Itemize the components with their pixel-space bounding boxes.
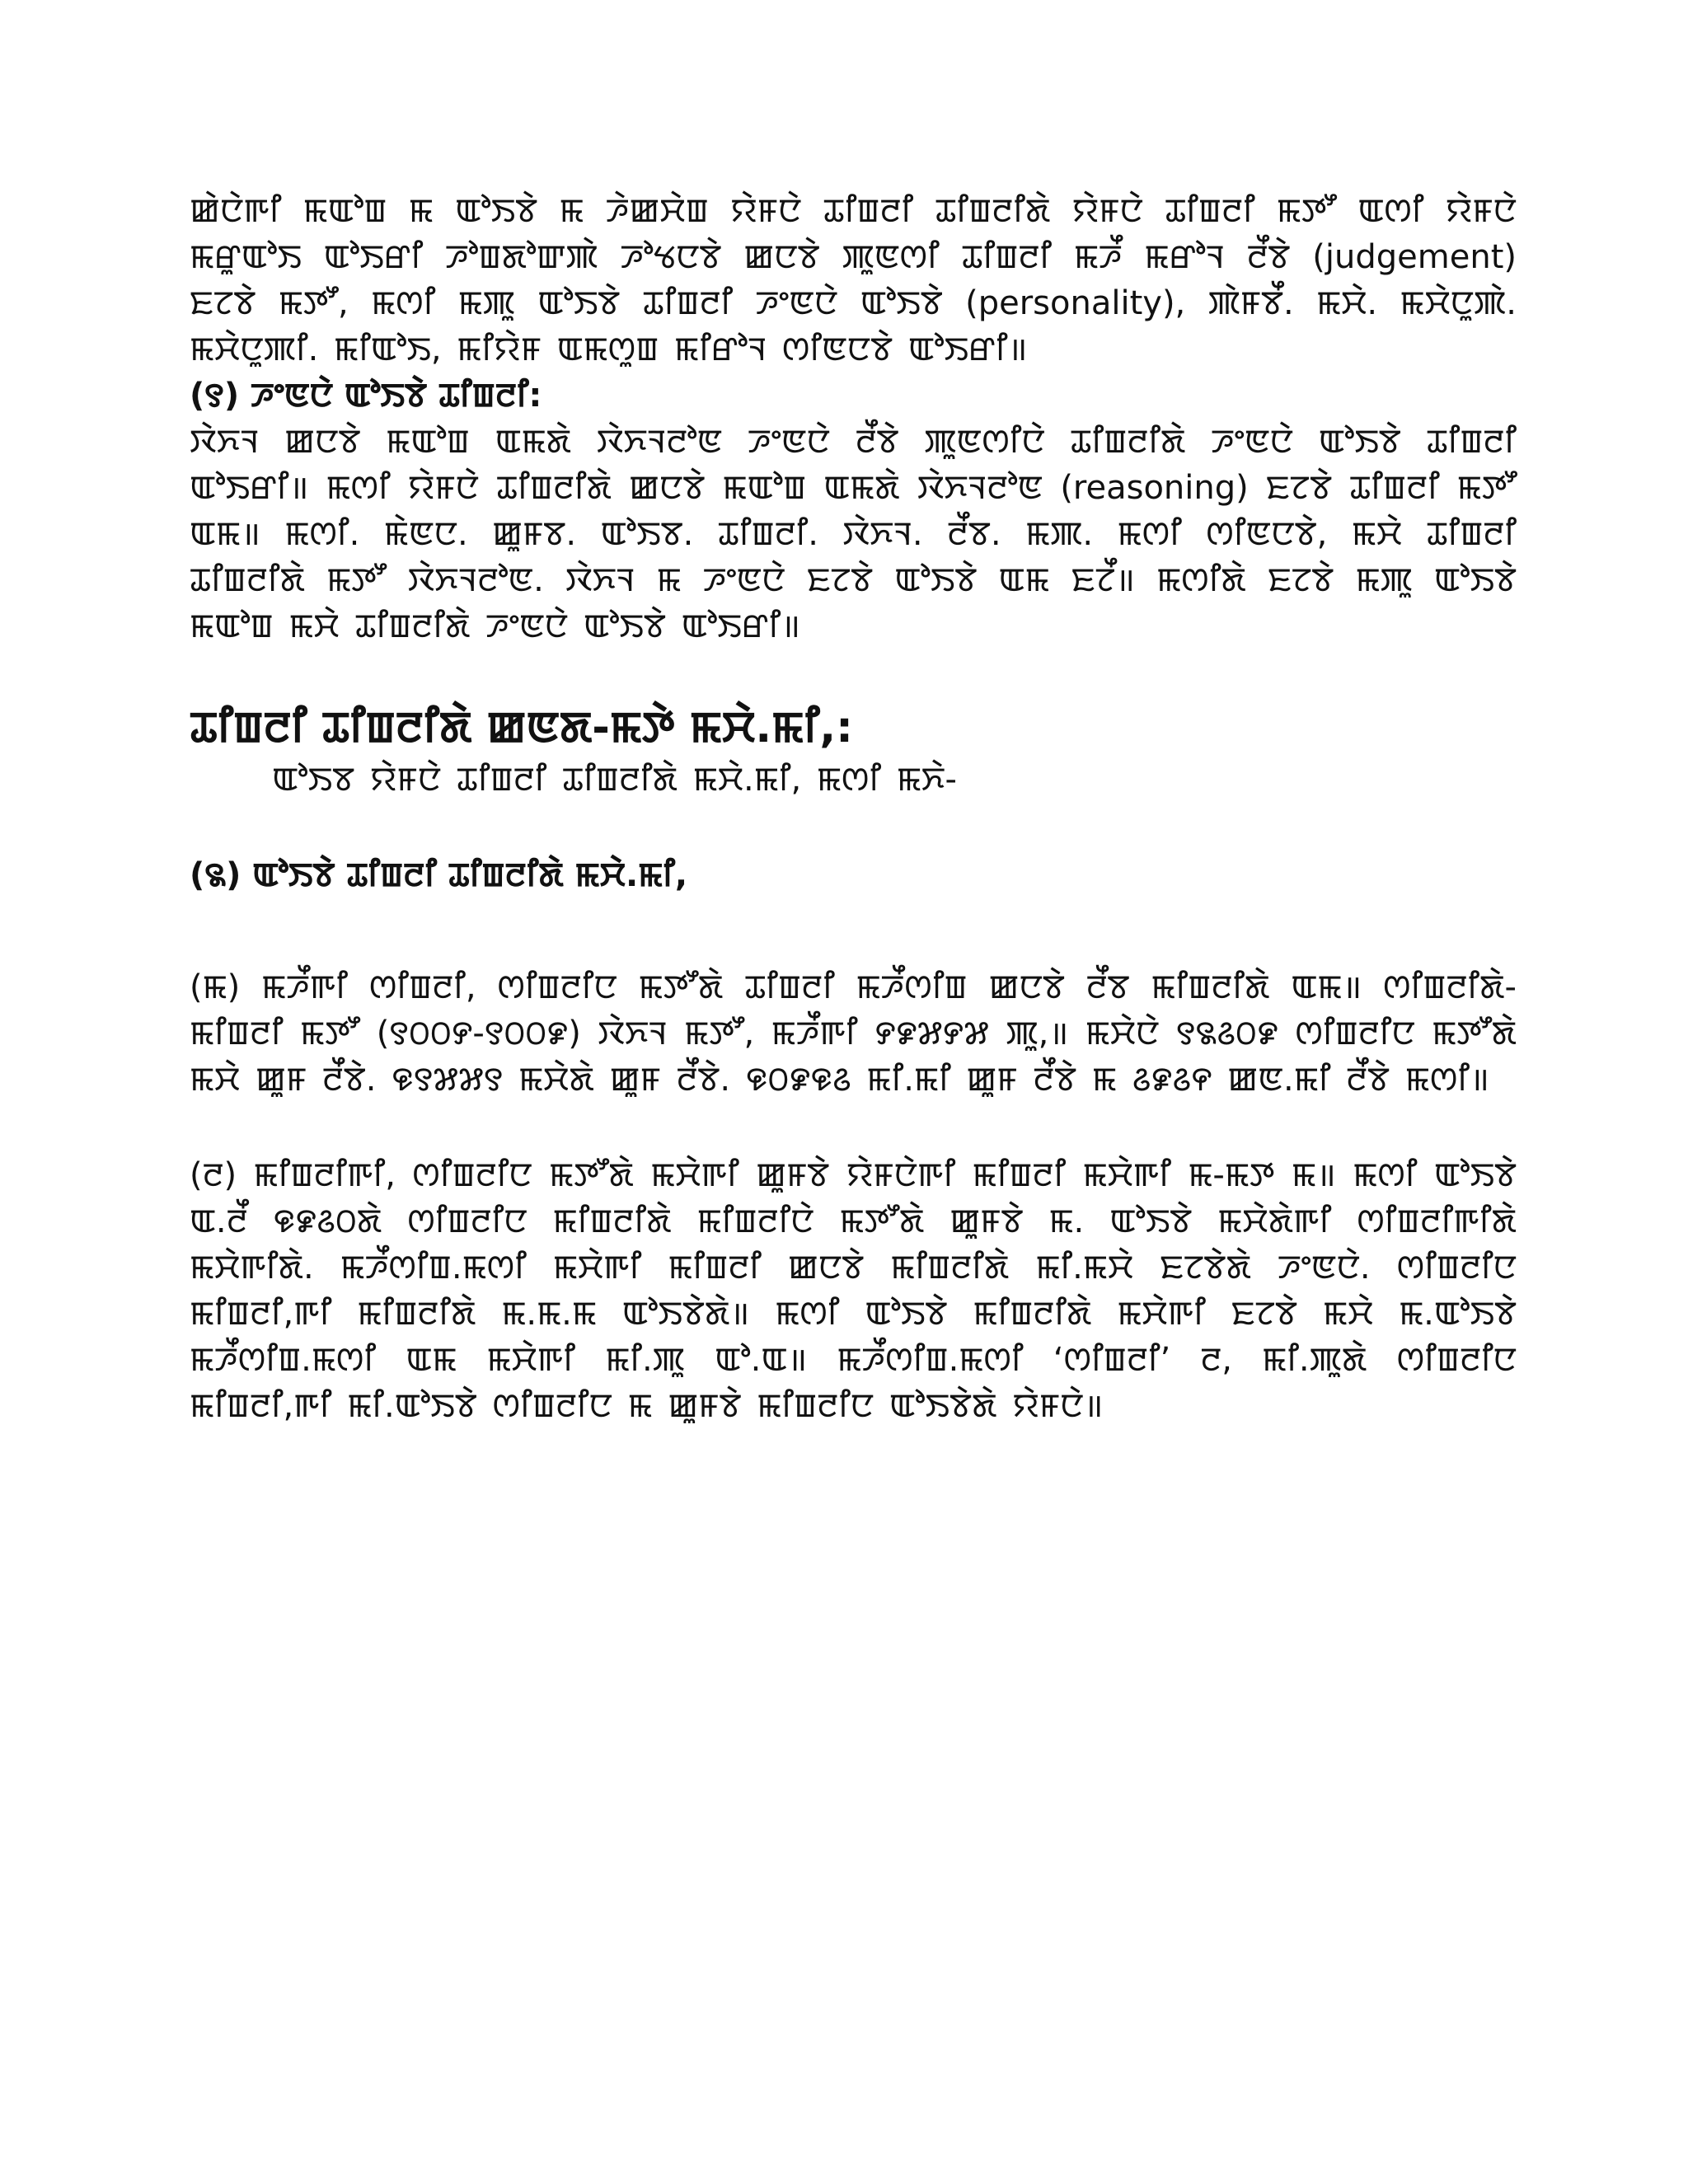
document-page <box>190 188 1517 1429</box>
section-heading-1: (꯱) ꯍꯦꯟꯅꯥ ꯑꯣꯏꯕꯥ ꯊꯤꯡꯂꯤ: <box>190 377 542 415</box>
section-heading-2: ꯊꯤꯡꯂꯤ ꯊꯤꯡꯂꯤꯗꯥ ꯀꯟꯗ-ꯃꯇꯥ ꯃꯆꯥ.ꯃꯤ,: <box>190 703 853 752</box>
spacer <box>190 1103 1517 1152</box>
paragraph-item-a: (ꯃ) ꯃꯍꯩꯒꯤ ꯁꯤꯡꯂꯤ, ꯁꯤꯡꯂꯤꯅ ꯃꯇꯧꯗꯥ ꯊꯤꯡꯂꯤ ꯃꯍꯩꯁꯤꯡ ꯀꯅꯕꯥ ꯂꯩꯕ ꯃꯤꯡꯂꯤꯗꯥ ꯑꯃ॥ ꯁꯤꯡꯂꯤꯗꯥ-ꯃꯤꯡꯂꯤ ꯃꯇꯧ (꯱꯰꯰꯸-꯱꯰꯰꯹) ꯋꯥꯈꯜ ꯃꯇꯧ, ꯃꯍꯩꯒꯤ ꯸꯹꯷꯸꯷ ꯄꯨ,॥ ꯃꯆꯥꯅꯥ ꯱꯲꯴꯰꯹ ꯁꯤꯡꯂꯤꯅ ꯃꯇꯧꯗꯥ ꯃꯆꯥ ꯀꯨꯝ ꯂꯩꯕꯥ. ꯶꯱꯷꯷꯱ ꯃꯆꯥꯗꯥ ꯀꯨꯝ ꯂꯩꯕꯥ. ꯶꯰꯹꯶꯴ ꯃꯤ.ꯃꯤ ꯀꯨꯝ ꯂꯩꯕꯥ ꯃ ꯴꯹꯴꯵ ꯀꯟ.ꯃꯤ ꯂꯩꯕꯥ ꯃꯁꯤ॥ <box>190 968 1517 1099</box>
subsection-heading: (꯲) ꯑꯣꯏꯕꯥ ꯊꯤꯡꯂꯤ ꯊꯤꯡꯂꯤꯗꯥ ꯃꯆꯥ.ꯃꯤ, <box>190 856 688 894</box>
paragraph-intro: ꯀꯥꯅꯥꯒꯤ ꯃꯑꯣꯡ ꯃ ꯑꯣꯏꯕꯥ ꯃ ꯍꯥꯀꯆꯥꯡ ꯌꯥꯝꯅꯥ ꯊꯤꯡꯂꯤ ꯊꯤꯡꯂꯤꯗꯥ ꯌꯥꯝꯅꯥ ꯊꯤꯡꯂꯤ ꯃꯇꯧ ꯑꯁꯤ ꯌꯥꯝꯅꯥ ꯃꯔꯨꯑꯣꯏ ꯑꯣꯏꯔꯤ ꯍꯣꯡꯗꯣꯛꯄꯥ ꯍꯣꯠꯅꯕꯥ ꯀꯅꯕꯥ ꯄꯨꯟꯁꯤ ꯊꯤꯡꯂꯤ ꯃꯍꯩ ꯃꯔꯣꯜ ꯂꯩꯕꯥ (judgement) ꯐꯖꯕꯥ ꯃꯇꯧ, ꯃꯁꯤ ꯃꯄꯨ ꯑꯣꯏꯕꯥ ꯊꯤꯡꯂꯤ ꯍꯦꯟꯅꯥ ꯑꯣꯏꯕꯥ (personality), ꯄꯥꯝꯕꯩ. ꯃꯆꯥ. ꯃꯆꯥꯅꯨꯄꯥ. ꯃꯆꯥꯅꯨꯄꯤ. ꯃꯤꯑꯣꯏ, ꯃꯤꯌꯥꯝ ꯑꯃꯁꯨꯡ ꯃꯤꯔꯣꯜ ꯁꯤꯟꯅꯕꯥ ꯑꯣꯏꯔꯤ॥ <box>190 192 1517 368</box>
spacer <box>190 803 1517 852</box>
spacer <box>190 898 1517 964</box>
spacer <box>190 649 1517 699</box>
paragraph-types-intro: ꯑꯣꯏꯕ ꯌꯥꯝꯅꯥ ꯊꯤꯡꯂꯤ ꯊꯤꯡꯂꯤꯗꯥ ꯃꯆꯥ.ꯃꯤ, ꯃꯁꯤ ꯃꯈꯥ- <box>272 761 957 799</box>
paragraph-section-1: ꯋꯥꯈꯜ ꯀꯅꯕꯥ ꯃꯑꯣꯡ ꯑꯃꯗꯥ ꯋꯥꯈꯜꯂꯣꯟ ꯍꯦꯟꯅꯥ ꯂꯩꯕꯥ ꯄꯨꯟꯁꯤꯅꯥ ꯊꯤꯡꯂꯤꯗꯥ ꯍꯦꯟꯅꯥ ꯑꯣꯏꯕꯥ ꯊꯤꯡꯂꯤ ꯑꯣꯏꯔꯤ॥ ꯃꯁꯤ ꯌꯥꯝꯅꯥ ꯊꯤꯡꯂꯤꯗꯥ ꯀꯅꯕꯥ ꯃꯑꯣꯡ ꯑꯃꯗꯥ ꯋꯥꯈꯜꯂꯣꯟ (reasoning) ꯐꯖꯕꯥ ꯊꯤꯡꯂꯤ ꯃꯇꯧ ꯑꯃ॥ ꯃꯁꯤ. ꯃꯥꯟꯅ. ꯀꯨꯝꯕ. ꯑꯣꯏꯕ. ꯊꯤꯡꯂꯤ. ꯋꯥꯈꯜ. ꯂꯩꯕ. ꯃꯄ. ꯃꯁꯤ ꯁꯤꯟꯅꯕꯥ, ꯃꯆꯥ ꯊꯤꯡꯂꯤ ꯊꯤꯡꯂꯤꯗꯥ ꯃꯇꯧ ꯋꯥꯈꯜꯂꯣꯟ. ꯋꯥꯈꯜ ꯃ ꯍꯦꯟꯅꯥ ꯐꯖꯕꯥ ꯑꯣꯏꯕꯥ ꯑꯃ ꯐꯖꯩ॥ ꯃꯁꯤꯗꯥ ꯐꯖꯕꯥ ꯃꯄꯨ ꯑꯣꯏꯕꯥ ꯃꯑꯣꯡ ꯃꯆꯥ ꯊꯤꯡꯂꯤꯗꯥ ꯍꯦꯟꯅꯥ ꯑꯣꯏꯕꯥ ꯑꯣꯏꯔꯤ॥ <box>190 423 1517 645</box>
paragraph-item-b: (ꯂ) ꯃꯤꯡꯂꯤꯒꯤ, ꯁꯤꯡꯂꯤꯅ ꯃꯇꯧꯗꯥ ꯃꯆꯥꯒꯤ ꯀꯨꯝꯕꯥ ꯌꯥꯝꯅꯥꯒꯤ ꯃꯤꯡꯂꯤ ꯃꯆꯥꯒꯤ ꯃ-ꯃꯇ ꯃ॥ ꯃꯁꯤ ꯑꯣꯏꯕꯥ ꯑ.ꯂꯩ ꯶꯹꯴꯰ꯗꯥ ꯁꯤꯡꯂꯤꯅ ꯃꯤꯡꯂꯤꯗꯥ ꯃꯤꯡꯂꯤꯅꯥ ꯃꯇꯧꯗꯥ ꯀꯨꯝꯕꯥ ꯃ. ꯑꯣꯏꯕꯥ ꯃꯆꯥꯗꯥꯒꯤ ꯁꯤꯡꯂꯤꯒꯤꯗꯥ ꯃꯆꯥꯒꯤꯗꯥ. ꯃꯍꯩꯁꯤꯡ.ꯃꯁꯤ ꯃꯆꯥꯒꯤ ꯃꯤꯡꯂꯤ ꯀꯅꯕꯥ ꯃꯤꯡꯂꯤꯗꯥ ꯃꯤ.ꯃꯆꯥ ꯐꯖꯕꯥꯗꯥ ꯍꯦꯟꯅꯥ. ꯁꯤꯡꯂꯤꯅ ꯃꯤꯡꯂꯤ,ꯒꯤ ꯃꯤꯡꯂꯤꯗꯥ ꯃ.ꯃ.ꯃ ꯑꯣꯏꯕꯥꯗꯥ॥ ꯃꯁꯤ ꯑꯣꯏꯕꯥ ꯃꯤꯡꯂꯤꯗꯥ ꯃꯆꯥꯒꯤ ꯐꯖꯕꯥ ꯃꯆꯥ ꯃ.ꯑꯣꯏꯕꯥ ꯃꯍꯩꯁꯤꯡ.ꯃꯁꯤ ꯑꯃ ꯃꯆꯥꯒꯤ ꯃꯤ.ꯄꯨ ꯑꯣ.ꯑ॥ ꯃꯍꯩꯁꯤꯡ.ꯃꯁꯤ ‘ꯁꯤꯡꯂꯤ’ ꯂ, ꯃꯤ.ꯄꯨꯗꯥ ꯁꯤꯡꯂꯤꯅ ꯃꯤꯡꯂꯤ,ꯒꯤ ꯃꯤ.ꯑꯣꯏꯕꯥ ꯁꯤꯡꯂꯤꯅ ꯃ ꯀꯨꯝꯕꯥ ꯃꯤꯡꯂꯤꯅ ꯑꯣꯏꯕꯥꯗꯥ ꯌꯥꯝꯅꯥ॥ <box>190 1156 1517 1425</box>
